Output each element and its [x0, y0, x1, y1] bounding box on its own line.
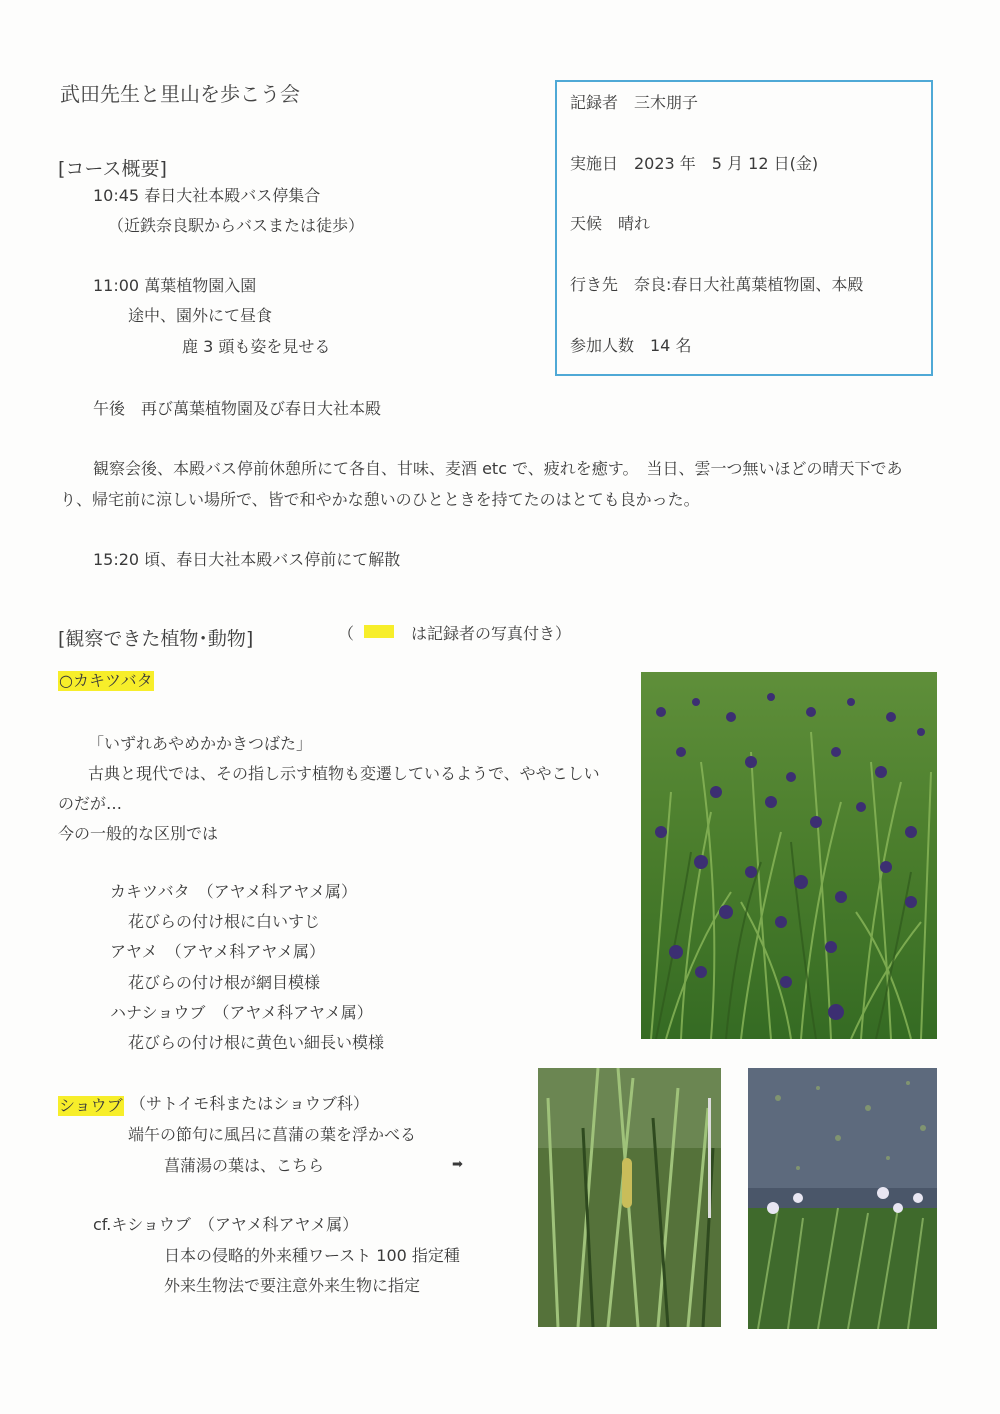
course-heading: [コース概要]: [58, 158, 167, 180]
recorder: 記録者 三木朋子: [570, 93, 699, 112]
kakitsubata-text: 今の一般的な区別では: [58, 824, 219, 843]
course-line: 午後 再び萬葉植物園及び春日大社本殿: [93, 399, 382, 418]
shoubu-photo: [538, 1068, 721, 1327]
right-arrow-icon: ➡: [452, 1157, 463, 1172]
course-paragraph: り、帰宅前に涼しい場所で、皆で和やかな憩いのひとときを持てたのはとても良かった。: [60, 490, 700, 509]
course-line: 11:00 萬葉植物園入園: [93, 276, 257, 295]
shoubu-desc: 菖蒲湯の葉は、こちら: [164, 1156, 325, 1175]
shoubu-desc: 端午の節句に風呂に菖蒲の葉を浮かべる: [128, 1125, 417, 1144]
species-name: アヤメ （アヤメ科アヤメ属）: [110, 942, 326, 961]
destination: 行き先 奈良:春日大社萬葉植物園、本殿: [570, 275, 864, 294]
kakitsubata-text: のだが…: [58, 794, 123, 813]
kakitsubata-photo: [641, 672, 937, 1039]
page-title: 武田先生と里山を歩こう会: [60, 82, 300, 106]
course-paragraph: 観察会後、本殿バス停前休憩所にて各自、甘味、麦酒 etc で、疲れを癒す。 当日、雲一つ無いほどの晴天下であ: [93, 459, 903, 478]
kishoubu-desc: 日本の侵略的外来種ワースト 100 指定種: [164, 1246, 460, 1265]
observed-note-open: （: [338, 624, 355, 643]
shoubu-label: ショウブ: [59, 1096, 123, 1115]
course-line: （近鉄奈良駅からバスまたは徒歩）: [108, 216, 365, 235]
kishoubu-desc: 外来生物法で要注意外来生物に指定: [164, 1276, 421, 1295]
kishoubu-photo: [748, 1068, 937, 1329]
participants: 参加人数 14 名: [570, 336, 692, 355]
kakitsubata-text: 古典と現代では、その指し示す植物も変遷しているようで、ややこしい: [88, 764, 600, 783]
species-desc: 花びらの付け根に黄色い細長い模様: [128, 1033, 385, 1052]
observed-note: は記録者の写真付き）: [411, 624, 572, 643]
weather: 天候 晴れ: [570, 214, 651, 233]
species-name: カキツバタ （アヤメ科アヤメ属）: [110, 882, 358, 901]
kakitsubata-quote: 「いずれあやめかかきつばた」: [88, 734, 313, 753]
course-line: 途中、園外にて昼食: [128, 306, 273, 325]
course-line: 10:45 春日大社本殿バス停集合: [93, 186, 321, 205]
kakitsubata-label: ○カキツバタ: [59, 671, 153, 690]
course-line: 鹿 3 頭も姿を見せる: [182, 337, 331, 356]
shoubu-family: （サトイモ科またはショウブ科）: [130, 1094, 369, 1113]
date: 実施日 2023 年 5 月 12 日(金): [570, 154, 819, 173]
course-line: 15:20 頃、春日大社本殿バス停前にて解散: [93, 550, 401, 569]
highlight-swatch: [364, 625, 394, 638]
kishoubu-name: cf.キショウブ （アヤメ科アヤメ属）: [93, 1215, 359, 1234]
species-desc: 花びらの付け根が網目模様: [128, 973, 321, 992]
observed-heading: [観察できた植物･動物]: [58, 628, 254, 650]
species-desc: 花びらの付け根に白いすじ: [128, 912, 321, 931]
species-name: ハナショウブ （アヤメ科アヤメ属）: [110, 1003, 373, 1022]
